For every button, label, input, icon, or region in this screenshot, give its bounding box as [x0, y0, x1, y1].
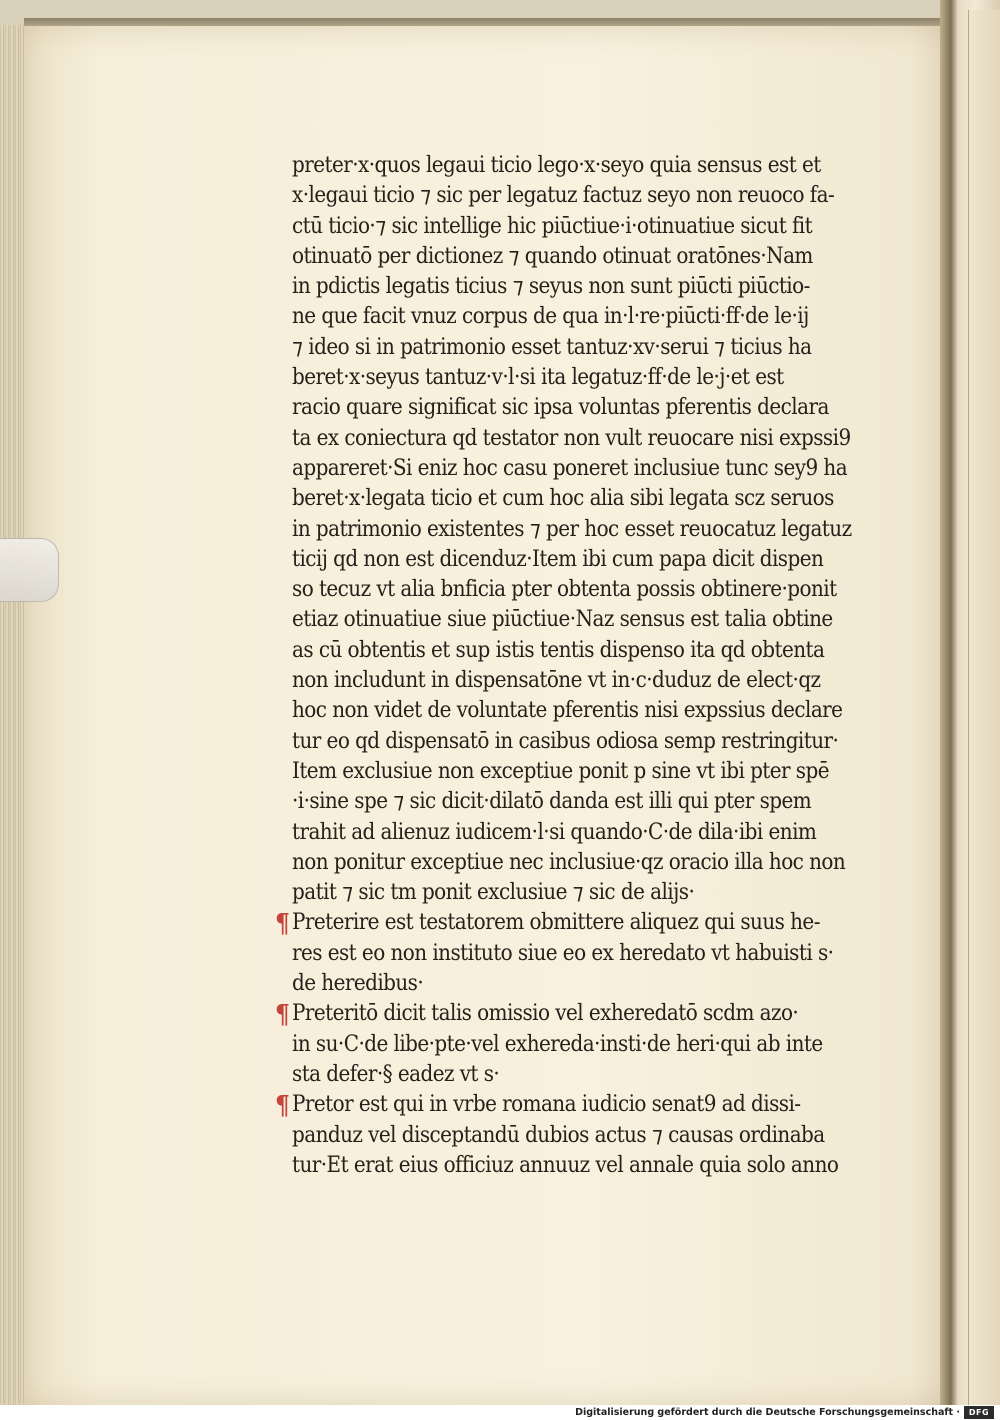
page-edges-left — [0, 25, 25, 1410]
text-line: beret·x·legata ticio et cum hoc alia sibi legata scz seruos — [292, 485, 834, 512]
text-line: panduz vel disceptandū dubios actus ⁊ causas ordinaba — [292, 1121, 825, 1148]
text-line: Preteritō dicit talis omissio vel exheredatō scdm azo· — [292, 1000, 799, 1027]
text-line: non ponitur exceptiue nec inclusiue·qz oracio illa hoc non — [292, 848, 846, 875]
text-line: Item exclusiue non exceptiue ponit p sine vt ibi pter spē — [292, 757, 829, 784]
text-line: in su·C·de libe·pte·vel exhereda·insti·de heri·qui ab inte — [292, 1030, 823, 1057]
text-line: hoc non videt de voluntate pferentis nisi expssius declare — [292, 697, 843, 724]
text-line: ta ex coniectura qd testator non vult reuocare nisi expssi9 — [292, 424, 851, 451]
text-line: so tecuz vt alia bnficia pter obtenta possis obtinere·ponit — [292, 576, 837, 603]
funding-credit: Digitalisierung gefördert durch die Deutsche Forschungsgemeinschaft · — [575, 1407, 960, 1418]
text-line: res est eo non instituto siue eo ex heredato vt habuisti s· — [292, 939, 834, 966]
text-line: sta defer·§ eadez vt s· — [292, 1060, 500, 1087]
red-pilcrow-icon: ¶ — [275, 1091, 290, 1122]
text-line: tur·Et erat eius officiuz annuuz vel annale quia solo anno — [292, 1151, 839, 1178]
text-line: as cū obtentis et sup istis tentis dispenso ita qd obtenta — [292, 636, 825, 663]
text-line: x·legaui ticio ⁊ sic per legatuz factuz seyo non reuoco fa- — [292, 182, 835, 209]
red-pilcrow-icon: ¶ — [275, 909, 290, 940]
text-line: in pdictis legatis ticius ⁊ seyus non sunt piūcti piūctio- — [292, 273, 810, 300]
text-line: patit ⁊ sic tm ponit exclusiue ⁊ sic de alijs· — [292, 879, 695, 906]
text-line: otinuatō per dictionez ⁊ quando otinuat oratōnes·Nam — [292, 242, 813, 269]
text-line: ⁊ ideo si in patrimonio esset tantuz·xv·serui ⁊ ticius ha — [292, 333, 812, 360]
dfg-logo-icon: DFG — [964, 1406, 994, 1419]
text-line: ticij qd non est dicenduz·Item ibi cum papa dicit dispen — [292, 545, 824, 572]
text-line: in patrimonio existentes ⁊ per hoc esset reuocatuz legatuz — [292, 515, 852, 542]
paragraph-start-line — [275, 998, 892, 1031]
text-line: trahit ad alienuz iudicem·l·si quando·C·de dila·ibi enim — [292, 818, 817, 845]
text-line: racio quare significat sic ipsa voluntas pferentis declara — [292, 394, 829, 421]
text-line: ·i·sine spe ⁊ sic dicit·dilatō danda est illi qui pter spem — [292, 788, 812, 815]
text-line: de heredibus· — [292, 970, 424, 997]
bookmark-tab — [0, 538, 59, 602]
text-line: ne que facit vnuz corpus de qua in·l·re·piūcti·ff·de le·ij — [292, 303, 809, 330]
text-line: tur eo qd dispensatō in casibus odiosa semp restringitur· — [292, 727, 839, 754]
text-line: non includunt in dispensatōne vt in·c·duduz de elect·qz — [292, 667, 821, 694]
digitization-footer — [0, 1405, 1000, 1420]
text-line: appareret·Si eniz hoc casu poneret inclusiue tunc sey9 ha — [292, 454, 848, 481]
paragraph-start-line — [275, 907, 892, 940]
text-line: preter·x·quos legaui ticio lego·x·seyo quia sensus est et — [292, 152, 821, 178]
red-pilcrow-icon: ¶ — [275, 1000, 290, 1031]
paragraph-start-line — [275, 1089, 892, 1122]
text-line: Preterire est testatorem obmittere aliquez qui suus he- — [292, 909, 820, 936]
text-line: ctū ticio·⁊ sic intellige hic piūctiue·i·otinuatiue sicut fit — [292, 212, 813, 239]
incunable-text — [275, 150, 892, 1178]
facing-page-edge — [968, 10, 1000, 1405]
text-line: etiaz otinuatiue siue piūctiue·Naz sensus est talia obtine — [292, 606, 833, 633]
text-line: Pretor est qui in vrbe romana iudicio senat9 ad dissi- — [292, 1091, 801, 1118]
text-line: beret·x·seyus tantuz·v·l·si ita legatuz·ff·de le·j·et est — [292, 364, 784, 391]
